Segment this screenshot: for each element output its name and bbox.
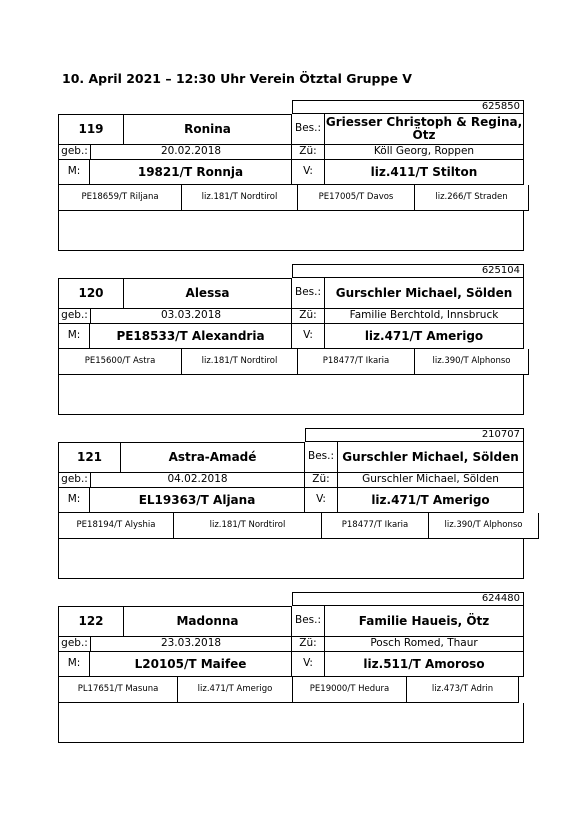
sire-label: V: [305, 488, 338, 513]
page-heading: 10. April 2021 – 12:30 Uhr Verein Ötztal Gruppe V [62, 71, 412, 86]
entry-name: Astra-Amadé [121, 442, 305, 473]
breeder-value: Posch Romed, Thaur [325, 637, 524, 652]
ancestor-cell: liz.471/T Amerigo [178, 677, 293, 703]
sire-value: liz.511/T Amoroso [325, 652, 524, 677]
entry-number: 121 [58, 442, 121, 473]
entry-card [58, 428, 524, 579]
born-value: 04.02.2018 [91, 473, 305, 488]
entry-id: 625104 [292, 264, 524, 278]
sire-value: liz.471/T Amerigo [325, 324, 524, 349]
entry-card [58, 100, 524, 251]
ancestor-cell: P18477/T Ikaria [298, 349, 415, 375]
notes-area [58, 211, 524, 251]
dam-value: PE18533/T Alexandria [90, 324, 292, 349]
entry-number: 119 [58, 114, 124, 145]
entry-number: 122 [58, 606, 124, 637]
born-value: 20.02.2018 [91, 145, 292, 160]
ancestor-cell: liz.181/T Nordtirol [182, 349, 298, 375]
owner-label: Bes.: [292, 114, 325, 145]
dam-value: 19821/T Ronnja [90, 160, 292, 185]
ancestor-cell: liz.181/T Nordtirol [174, 513, 322, 539]
entry-id: 625850 [292, 100, 524, 114]
breeder-label: Zü: [292, 637, 325, 652]
entry-id: 210707 [305, 428, 524, 442]
entry-card [58, 592, 524, 743]
sire-value: liz.411/T Stilton [325, 160, 524, 185]
notes-area [58, 703, 524, 743]
born-label: geb.: [58, 145, 91, 160]
entry-name: Alessa [124, 278, 292, 309]
sire-label: V: [292, 160, 325, 185]
notes-area [58, 539, 524, 579]
ancestor-cell: liz.473/T Adrin [407, 677, 519, 703]
ancestor-cell: liz.181/T Nordtirol [182, 185, 298, 211]
ancestor-cell: liz.390/T Alphonso [429, 513, 539, 539]
dam-label: M: [58, 652, 90, 677]
dam-label: M: [58, 160, 90, 185]
entry-card [58, 264, 524, 415]
entry-name: Ronina [124, 114, 292, 145]
born-value: 23.03.2018 [91, 637, 292, 652]
ancestor-cell: PE15600/T Astra [58, 349, 182, 375]
owner-value: Gurschler Michael, Sölden [338, 442, 524, 473]
breeder-label: Zü: [292, 309, 325, 324]
dam-label: M: [58, 488, 90, 513]
entry-name: Madonna [124, 606, 292, 637]
breeder-label: Zü: [305, 473, 338, 488]
ancestor-cell: liz.266/T Straden [415, 185, 529, 211]
ancestor-cell: PL17651/T Masuna [58, 677, 178, 703]
entry-number: 120 [58, 278, 124, 309]
owner-label: Bes.: [292, 606, 325, 637]
ancestor-cell: PE18659/T Riljana [58, 185, 182, 211]
ancestor-cell: PE17005/T Davos [298, 185, 415, 211]
born-label: geb.: [58, 637, 91, 652]
ancestor-cell: P18477/T Ikaria [322, 513, 429, 539]
breeder-value: Köll Georg, Roppen [325, 145, 524, 160]
owner-value: Familie Haueis, Ötz [325, 606, 524, 637]
born-label: geb.: [58, 309, 91, 324]
breeder-value: Familie Berchtold, Innsbruck [325, 309, 524, 324]
ancestor-cell: liz.390/T Alphonso [415, 349, 529, 375]
notes-area [58, 375, 524, 415]
born-value: 03.03.2018 [91, 309, 292, 324]
owner-label: Bes.: [305, 442, 338, 473]
owner-value: Gurschler Michael, Sölden [325, 278, 524, 309]
sire-label: V: [292, 324, 325, 349]
ancestor-cell: PE18194/T Alyshia [58, 513, 174, 539]
dam-label: M: [58, 324, 90, 349]
owner-value: Griesser Christoph & Regina, Ötz [325, 114, 524, 145]
sire-label: V: [292, 652, 325, 677]
dam-value: EL19363/T Aljana [90, 488, 305, 513]
ancestor-cell: PE19000/T Hedura [293, 677, 407, 703]
breeder-value: Gurschler Michael, Sölden [338, 473, 524, 488]
breeder-label: Zü: [292, 145, 325, 160]
sire-value: liz.471/T Amerigo [338, 488, 524, 513]
owner-label: Bes.: [292, 278, 325, 309]
entry-id: 624480 [292, 592, 524, 606]
dam-value: L20105/T Maifee [90, 652, 292, 677]
born-label: geb.: [58, 473, 91, 488]
